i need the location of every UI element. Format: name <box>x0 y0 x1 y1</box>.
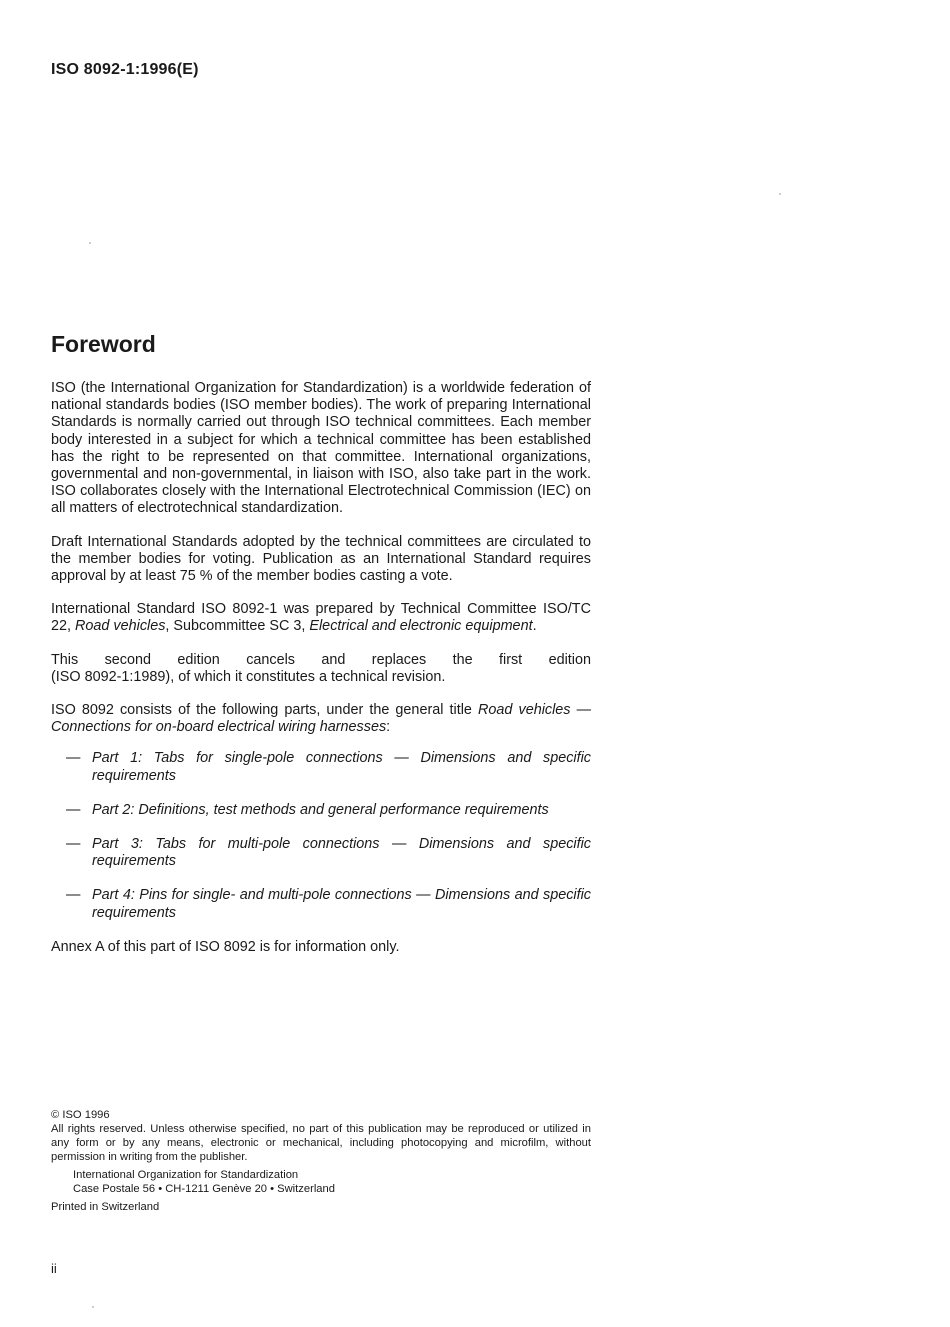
edition-line-1: This second edition cancels and replaces the first edition <box>51 651 591 668</box>
prepared-by-text-2: , Subcommittee SC 3, <box>165 618 310 635</box>
document-id: ISO 8092-1:1996(E) <box>51 61 199 78</box>
list-item <box>51 750 591 784</box>
list-dash: — <box>66 836 81 853</box>
paragraph-prepared-by <box>51 601 591 635</box>
prepared-by-text-3: . <box>532 618 537 635</box>
rights-statement: All rights reserved. Unless otherwise specified, no part of this publication may be reproduced or utilized in any form or by any means, electronic or mechanical, including photocopying and microfilm, without permission in writing from the publisher. <box>51 1123 591 1163</box>
annex-note: Annex A of this part of ISO 8092 is for information only. <box>51 938 400 955</box>
parts-list <box>51 750 591 921</box>
foreword-heading: Foreword <box>51 331 156 357</box>
paragraph-draft-standards: Draft International Standards adopted by the technical committees are circulated to the member bodies for voting. Publication as an International Standard requires approval by at least 75 % of the member bodies casting a vote. <box>51 533 591 585</box>
parts-intro-colon: : <box>386 719 391 736</box>
scan-speck <box>779 193 781 195</box>
part-1-title: Part 1: Tabs for single-pole connections — Dimensions and specific requirements <box>92 750 591 784</box>
part-4-title: Part 4: Pins for single- and multi-pole connections — Dimensions and specific requirements <box>92 887 591 921</box>
publisher-name: International Organization for Standardization <box>73 1169 299 1181</box>
foreword-body <box>51 380 591 956</box>
list-item <box>51 802 591 819</box>
general-title: Road vehicles — Connections for on-board electrical wiring harnesses <box>51 702 591 736</box>
scan-speck <box>89 242 91 244</box>
prepared-by-text: International Standard ISO 8092-1 was prepared by Technical Committee ISO/TC 22, <box>51 601 591 635</box>
part-2-title: Part 2: Definitions, test methods and general performance requirements <box>92 801 549 818</box>
subcommittee-name: Electrical and electronic equipment <box>309 618 533 635</box>
copyright-block <box>51 1108 591 1214</box>
paragraph-parts-intro <box>51 702 591 736</box>
part-3-title: Part 3: Tabs for multi-pole connections — Dimensions and specific requirements <box>92 836 591 870</box>
list-dash: — <box>66 750 81 767</box>
list-dash: — <box>66 801 81 818</box>
scan-speck <box>92 1306 94 1308</box>
edition-line-2: (ISO 8092-1:1989), of which it constitutes a technical revision. <box>51 668 446 685</box>
list-dash: — <box>66 887 81 904</box>
paragraph-edition <box>51 652 591 686</box>
committee-name: Road vehicles <box>75 618 166 635</box>
parts-intro-text: ISO 8092 consists of the following parts, under the general title <box>51 702 479 719</box>
page-number: ii <box>51 1261 57 1276</box>
copyright-notice: © ISO 1996 <box>51 1109 110 1121</box>
paragraph-iso-intro: ISO (the International Organization for Standardization) is a worldwide federation of national standards bodies (ISO member bodies). The work of preparing International Standards is normally carried out through ISO technical committees. Each member body interested in a subject for which a technical committee has been established has the right to be represented on that committee. International organizations, governmental and non-governmental, in liaison with ISO, also take part in the work. ISO collaborates closely with the International Electrotechnical Commission (IEC) on all matters of electrotechnical standardization. <box>51 380 591 517</box>
list-item <box>51 887 591 921</box>
list-item <box>51 836 591 870</box>
publisher-postal: Case Postale 56 • CH-1211 Genève 20 • Switzerland <box>73 1183 335 1195</box>
publisher-address <box>51 1168 591 1196</box>
printed-in: Printed in Switzerland <box>51 1201 160 1213</box>
